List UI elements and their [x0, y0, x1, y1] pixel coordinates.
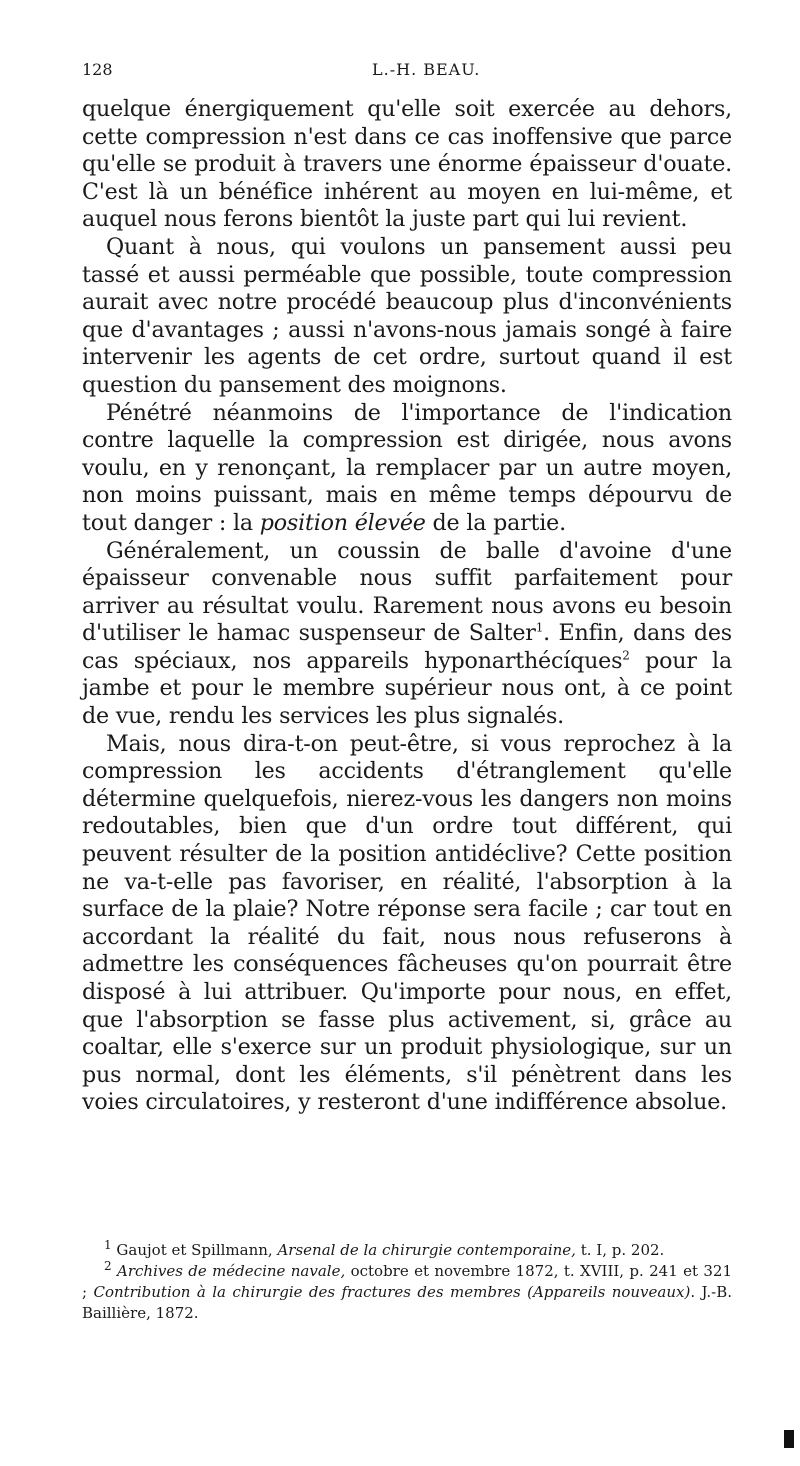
body-text — [82, 96, 732, 1117]
footnote-1 — [82, 1240, 732, 1261]
footnote-ref-1[interactable]: 1 — [535, 620, 544, 635]
footnotes — [82, 1240, 732, 1324]
paragraph-4-text-c: pour la jambe et pour le membre supérieur nous ont, à ce point de vue, rendu les services les plus signalés. — [82, 647, 732, 730]
emphasis-position-elevee: position élevée — [259, 509, 426, 536]
footnote-marker-1: 1 — [104, 1238, 112, 1252]
paragraph-4-text-a: Généralement, un coussin de balle d'avoine d'une épaisseur convenable nous suffit parfaitement pour arriver au résultat voulu. Rarement nous avons eu besoin d'utiliser le hamac suspenseur de Salter — [82, 537, 732, 647]
footnote-2-title: Archives de médecine navale, — [117, 1262, 346, 1280]
footnote-marker-2: 2 — [104, 1259, 112, 1273]
paragraph-2: Quant à nous, qui voulons un pansement aussi peu tassé et aussi perméable que possible, toute compression aurait avec notre procédé beaucoup plus d'inconvénients que d'avantages ; aussi n'avons-nous jamais songé à faire intervenir les agents de cet ordre, surtout quand il est question du pansement des moignons. — [82, 233, 732, 398]
footnote-1-authors: Gaujot et Spillmann, — [116, 1241, 273, 1259]
scan-edge-mark — [784, 1430, 794, 1448]
page-header — [82, 60, 730, 84]
paragraph-5: Mais, nous dira-t-on peut-être, si vous reprochez à la compression les accidents d'étranglement qu'elle détermine quelquefois, nierez-vous les dangers non moins redoutables, bien que d'un ordre tout différent, qui peuvent résulter de la position antidéclive? Cette position ne va-t-elle pas favoriser, en réalité, l'absorption à la surface de la plaie? Notre réponse sera facile ; car tout en accordant la réalité du fait, nous nous refuserons à admettre les conséquences fâcheuses qu'on pourrait être disposé à lui attribuer. Qu'importe pour nous, en effet, que l'absorption se fasse plus activement, si, grâce au coaltar, elle s'exerce sur un produit physiologique, sur un pus normal, dont les éléments, s'il pénètrent dans les voies circulatoires, y resteront d'une indifférence absolue. — [82, 730, 732, 1116]
footnote-2-title2: Contribution à la chirurgie des fractures des membres (Appareils nouveaux) — [93, 1283, 691, 1301]
paragraph-3-text: Pénétré néanmoins de l'importance de l'indication contre laquelle la compression est dirigée, nous avons voulu, en y renonçant, la remplacer par un autre moyen, non moins puissant, mais en même temps dépourvu de tout danger : la — [82, 399, 732, 536]
paragraph-4-text-b: . Enfin, dans des cas spéciaux, nos appareils hyponarthécíques — [82, 620, 732, 674]
footnote-2 — [82, 1261, 732, 1324]
footnote-1-title: Arsenal de la chirurgie contemporaine, — [277, 1241, 576, 1259]
footnote-2-ref2: . J.-B. Baillière, 1872. — [82, 1283, 732, 1322]
footnote-2-ref: octobre et novembre 1872, t. XVIII, p. 241 et 321 ; — [82, 1262, 732, 1301]
running-head: L.-H. BEAU. — [372, 60, 481, 79]
footnote-ref-2[interactable]: 2 — [622, 648, 630, 663]
paragraph-3-end: de la partie. — [432, 509, 566, 536]
page-number: 128 — [82, 60, 113, 79]
paragraph-3 — [82, 400, 732, 538]
paragraph-1: quelque énergiquement qu'elle soit exercée au dehors, cette compression n'est dans ce cas inoffensive que parce qu'elle se produit à travers une énorme épaisseur d'ouate. C'est là un bénéfice inhérent au moyen en lui-même, et auquel nous ferons bientôt la juste part qui lui revient. — [82, 96, 732, 233]
footnote-1-ref: t. I, p. 202. — [580, 1241, 665, 1259]
paragraph-4 — [82, 538, 732, 731]
